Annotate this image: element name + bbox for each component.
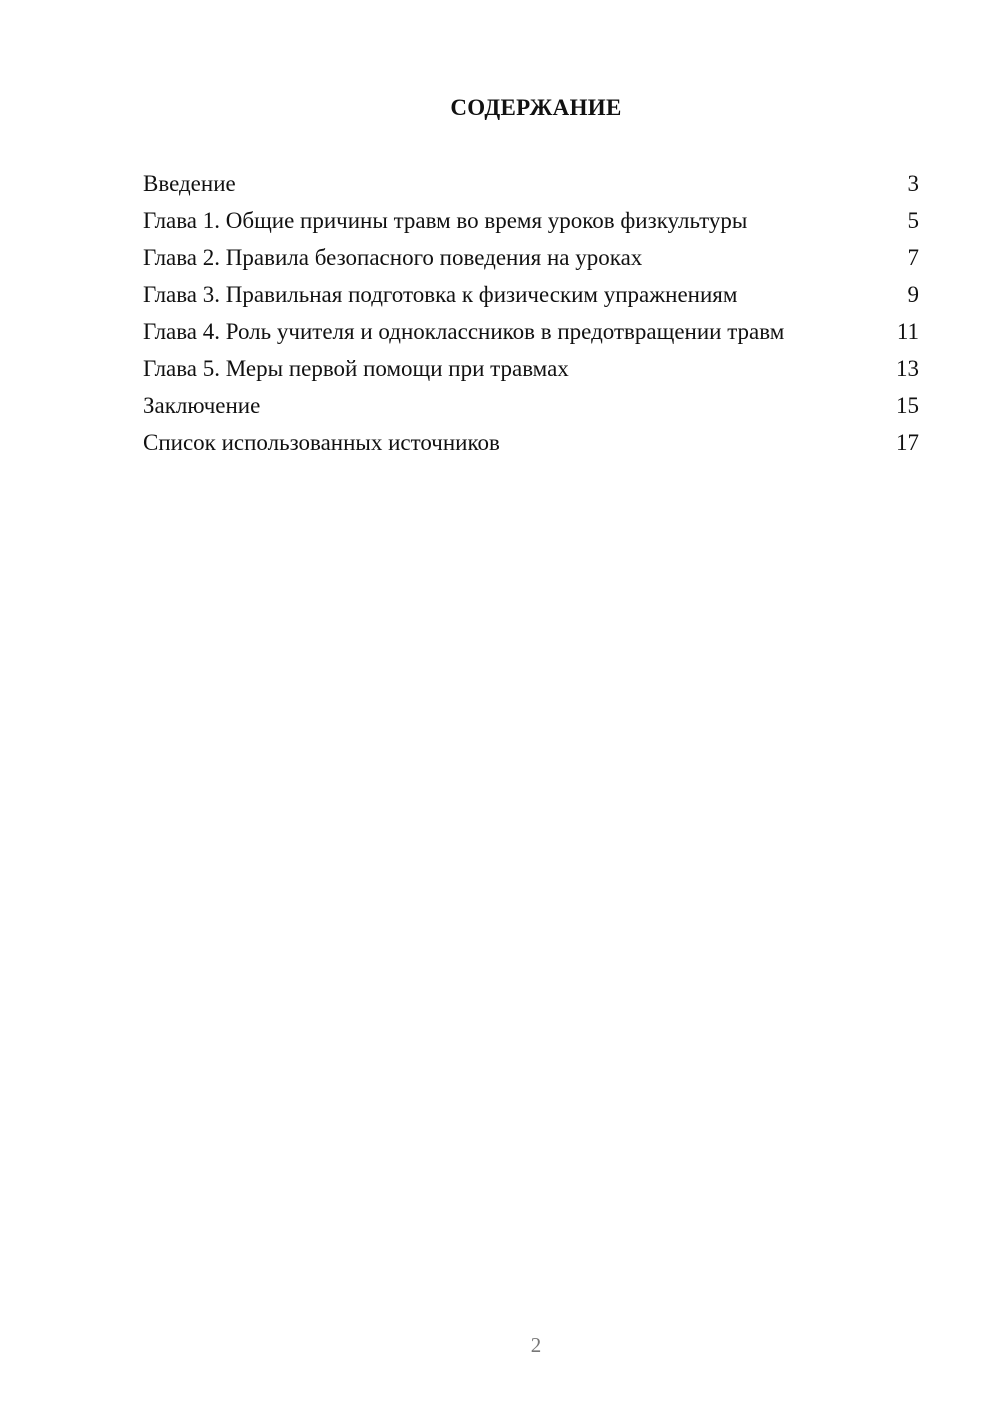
toc-entry-conclusion [143, 392, 919, 419]
toc-entry-references [143, 429, 919, 456]
toc-entry-page: 7 [907, 245, 919, 270]
toc-entry-page: 13 [896, 356, 919, 381]
toc-entry-page: 11 [896, 319, 919, 344]
toc-entry-page: 9 [907, 282, 919, 307]
toc-entry-chapter-1 [143, 207, 919, 234]
page-title: СОДЕРЖАНИЕ [450, 95, 622, 120]
toc-entry-title: Глава 2. Правила безопасного поведения на уроках [143, 245, 643, 270]
toc-entry-title: Введение [143, 171, 236, 196]
toc-entry-title: Глава 1. Общие причины травм во время уроков физкультуры [143, 208, 748, 233]
toc-entry-chapter-3 [143, 281, 919, 308]
toc-entry-page: 3 [907, 171, 919, 196]
toc-entry-chapter-4 [143, 318, 919, 345]
toc-entry-title: Глава 3. Правильная подготовка к физическим упражнениям [143, 282, 738, 307]
toc-entry-introduction [143, 170, 919, 197]
toc-entry-chapter-2 [143, 244, 919, 271]
toc-entry-title: Глава 5. Меры первой помощи при травмах [143, 356, 569, 381]
toc-entry-chapter-5 [143, 355, 919, 382]
toc-entry-page: 15 [896, 393, 919, 418]
toc-entry-title: Заключение [143, 393, 261, 418]
toc-entry-title: Список использованных источников [143, 430, 500, 455]
toc-entry-title: Глава 4. Роль учителя и одноклассников в предотвращении травм [143, 319, 785, 344]
page-number: 2 [530, 1333, 542, 1357]
table-of-contents [143, 170, 919, 466]
toc-entry-page: 5 [907, 208, 919, 233]
toc-entry-page: 17 [896, 430, 919, 455]
